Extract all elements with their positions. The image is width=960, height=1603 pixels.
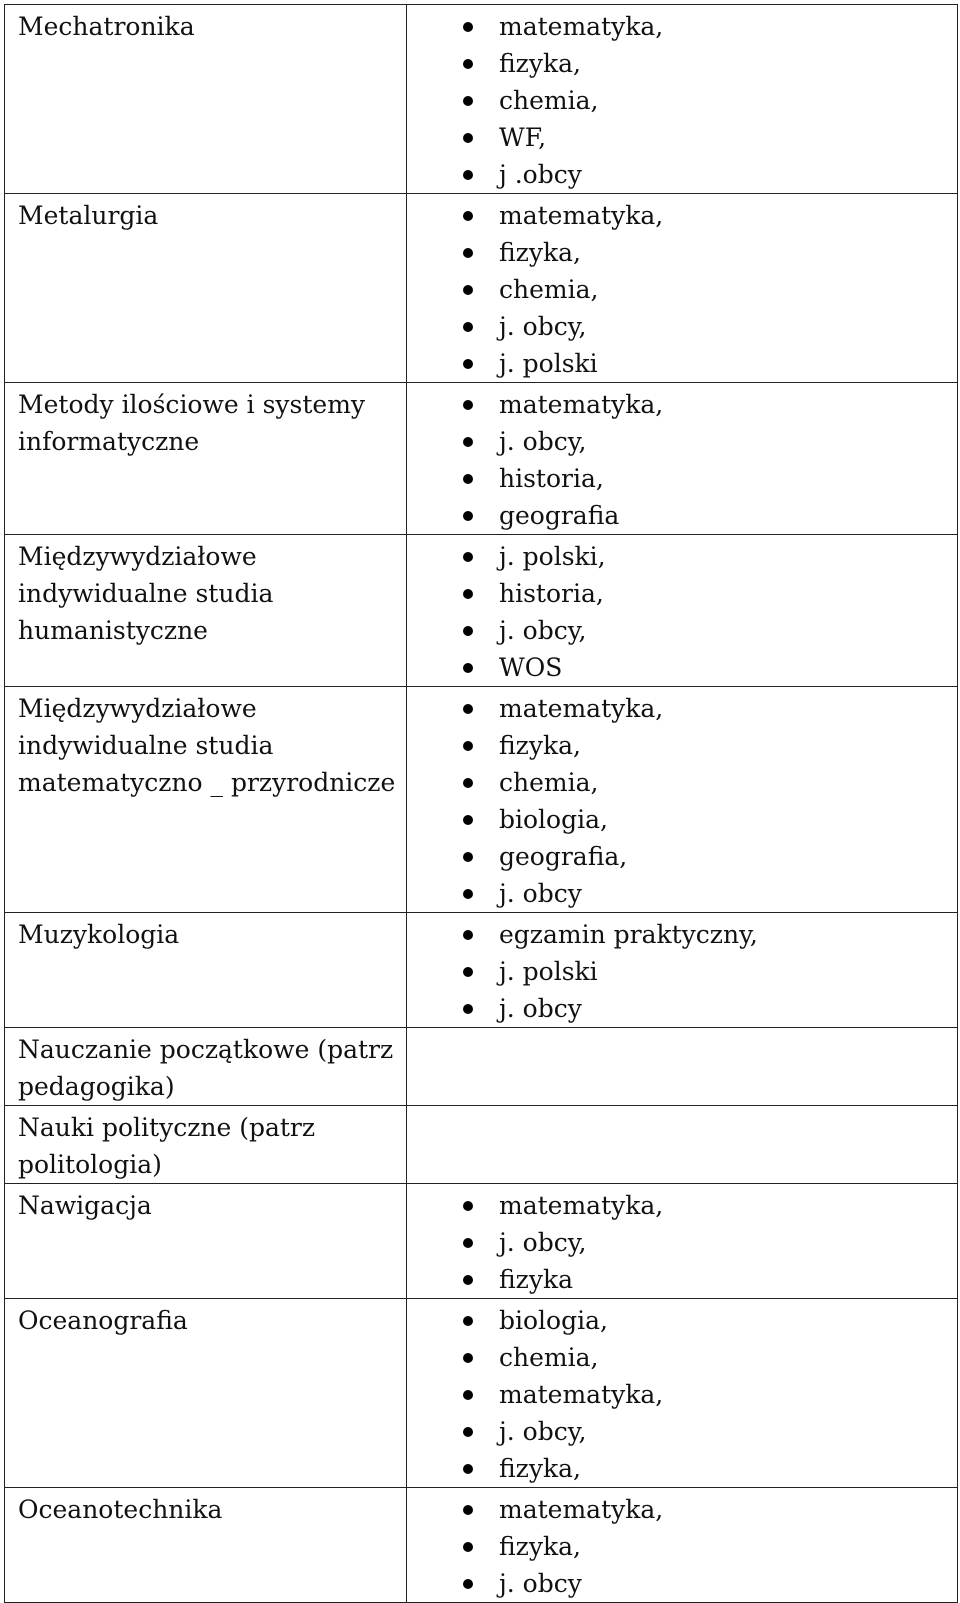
list-item bbox=[407, 1450, 957, 1487]
field-of-study-cell bbox=[5, 687, 407, 913]
bullet-icon bbox=[463, 22, 473, 32]
bullet-icon bbox=[463, 889, 473, 899]
subject-label: fizyka, bbox=[499, 731, 581, 760]
bullet-icon bbox=[463, 741, 473, 751]
field-of-study-name: Nawigacja bbox=[18, 1191, 152, 1220]
bullet-icon bbox=[463, 626, 473, 636]
bullet-icon bbox=[463, 400, 473, 410]
field-of-study-name: Oceanografia bbox=[18, 1306, 188, 1335]
field-of-study-cell bbox=[5, 535, 407, 687]
bullet-icon bbox=[463, 133, 473, 143]
list-item bbox=[407, 838, 957, 875]
required-subjects-cell bbox=[407, 1106, 958, 1184]
list-item bbox=[407, 1224, 957, 1261]
list-item bbox=[407, 119, 957, 156]
bullet-icon bbox=[463, 511, 473, 521]
list-item bbox=[407, 386, 957, 423]
field-of-study-cell bbox=[5, 5, 407, 194]
bullet-icon bbox=[463, 248, 473, 258]
required-subjects-cell bbox=[407, 5, 958, 194]
list-item bbox=[407, 1376, 957, 1413]
list-item bbox=[407, 538, 957, 575]
table-row bbox=[5, 1299, 958, 1488]
subject-label: matematyka, bbox=[499, 1495, 664, 1524]
required-subjects-cell bbox=[407, 194, 958, 383]
list-item bbox=[407, 8, 957, 45]
field-of-study-cell bbox=[5, 1106, 407, 1184]
field-of-study-cell bbox=[5, 194, 407, 383]
subject-list bbox=[407, 386, 957, 534]
subject-label: j. polski bbox=[499, 349, 598, 378]
bullet-icon bbox=[463, 589, 473, 599]
bullet-icon bbox=[463, 552, 473, 562]
subject-label: matematyka, bbox=[499, 694, 664, 723]
bullet-icon bbox=[463, 815, 473, 825]
list-item bbox=[407, 1413, 957, 1450]
bullet-icon bbox=[463, 704, 473, 714]
list-item bbox=[407, 82, 957, 119]
subject-label: fizyka, bbox=[499, 49, 581, 78]
bullet-icon bbox=[463, 1238, 473, 1248]
subject-label: chemia, bbox=[499, 1343, 599, 1372]
subject-list bbox=[407, 690, 957, 912]
subject-list bbox=[407, 916, 957, 1027]
subject-label: matematyka, bbox=[499, 390, 664, 419]
subject-label: WOS bbox=[499, 653, 563, 682]
subject-label: historia, bbox=[499, 579, 604, 608]
field-of-study-name: Międzywydziałowe indywidualne studia matematyczno _ przyrodnicze bbox=[18, 694, 396, 797]
subject-list bbox=[407, 1302, 957, 1487]
subject-label: biologia, bbox=[499, 1306, 608, 1335]
list-item bbox=[407, 727, 957, 764]
table-row bbox=[5, 535, 958, 687]
bullet-icon bbox=[463, 59, 473, 69]
subject-label: chemia, bbox=[499, 86, 599, 115]
subject-label: j. obcy, bbox=[499, 1228, 587, 1257]
table-row bbox=[5, 1028, 958, 1106]
subject-label: j. obcy, bbox=[499, 616, 587, 645]
table-row bbox=[5, 194, 958, 383]
list-item bbox=[407, 612, 957, 649]
list-item bbox=[407, 649, 957, 686]
list-item bbox=[407, 1261, 957, 1298]
table-row bbox=[5, 383, 958, 535]
field-of-study-cell bbox=[5, 913, 407, 1028]
field-of-study-name: Międzywydziałowe indywidualne studia humanistyczne bbox=[18, 542, 274, 645]
subject-label: j. obcy, bbox=[499, 427, 587, 456]
field-of-study-name: Mechatronika bbox=[18, 12, 195, 41]
subject-list bbox=[407, 197, 957, 382]
bullet-icon bbox=[463, 1316, 473, 1326]
list-item bbox=[407, 690, 957, 727]
list-item bbox=[407, 953, 957, 990]
field-of-study-name: Metalurgia bbox=[18, 201, 159, 230]
list-item bbox=[407, 801, 957, 838]
field-of-study-name: Nauki polityczne (patrz politologia) bbox=[18, 1113, 316, 1179]
subject-label: geografia bbox=[499, 501, 620, 530]
required-subjects-cell bbox=[407, 383, 958, 535]
subject-label: fizyka bbox=[499, 1265, 574, 1294]
list-item bbox=[407, 1528, 957, 1565]
bullet-icon bbox=[463, 1427, 473, 1437]
subject-label: fizyka, bbox=[499, 1532, 581, 1561]
subject-label: j. obcy bbox=[499, 994, 582, 1023]
required-subjects-cell bbox=[407, 1299, 958, 1488]
list-item bbox=[407, 345, 957, 382]
bullet-icon bbox=[463, 1353, 473, 1363]
list-item bbox=[407, 460, 957, 497]
table-row bbox=[5, 1488, 958, 1603]
list-item bbox=[407, 308, 957, 345]
subject-label: biologia, bbox=[499, 805, 608, 834]
list-item bbox=[407, 916, 957, 953]
field-of-study-name: Oceanotechnika bbox=[18, 1495, 223, 1524]
subject-label: chemia, bbox=[499, 768, 599, 797]
list-item bbox=[407, 197, 957, 234]
field-of-study-cell bbox=[5, 1488, 407, 1603]
subject-label: j. obcy, bbox=[499, 1417, 587, 1446]
bullet-icon bbox=[463, 211, 473, 221]
required-subjects-cell bbox=[407, 535, 958, 687]
bullet-icon bbox=[463, 474, 473, 484]
list-item bbox=[407, 156, 957, 193]
field-of-study-cell bbox=[5, 1028, 407, 1106]
study-fields-table bbox=[4, 4, 958, 1603]
bullet-icon bbox=[463, 1275, 473, 1285]
bullet-icon bbox=[463, 1464, 473, 1474]
bullet-icon bbox=[463, 1505, 473, 1515]
subject-label: geografia, bbox=[499, 842, 628, 871]
table-row bbox=[5, 1184, 958, 1299]
subject-label: matematyka, bbox=[499, 1191, 664, 1220]
bullet-icon bbox=[463, 852, 473, 862]
table-row bbox=[5, 1106, 958, 1184]
subject-label: j. obcy bbox=[499, 879, 582, 908]
bullet-icon bbox=[463, 1004, 473, 1014]
required-subjects-cell bbox=[407, 1028, 958, 1106]
bullet-icon bbox=[463, 96, 473, 106]
field-of-study-name: Metody ilościowe i systemy informatyczne bbox=[18, 390, 366, 456]
required-subjects-cell bbox=[407, 687, 958, 913]
table-row bbox=[5, 913, 958, 1028]
list-item bbox=[407, 575, 957, 612]
list-item bbox=[407, 271, 957, 308]
bullet-icon bbox=[463, 967, 473, 977]
subject-label: WF, bbox=[499, 123, 547, 152]
list-item bbox=[407, 990, 957, 1027]
subject-label: egzamin praktyczny, bbox=[499, 920, 758, 949]
subject-label: j. polski bbox=[499, 957, 598, 986]
table-row bbox=[5, 5, 958, 194]
subject-label: fizyka, bbox=[499, 1454, 581, 1483]
list-item bbox=[407, 1565, 957, 1602]
subject-label: j .obcy bbox=[499, 160, 582, 189]
list-item bbox=[407, 1187, 957, 1224]
bullet-icon bbox=[463, 1201, 473, 1211]
required-subjects-cell bbox=[407, 913, 958, 1028]
field-of-study-cell bbox=[5, 1184, 407, 1299]
field-of-study-name: Nauczanie początkowe (patrz pedagogika) bbox=[18, 1035, 394, 1101]
bullet-icon bbox=[463, 1542, 473, 1552]
bullet-icon bbox=[463, 359, 473, 369]
subject-label: j. obcy, bbox=[499, 312, 587, 341]
subject-label: fizyka, bbox=[499, 238, 581, 267]
bullet-icon bbox=[463, 1579, 473, 1589]
bullet-icon bbox=[463, 322, 473, 332]
table-row bbox=[5, 687, 958, 913]
table-body bbox=[5, 5, 958, 1603]
bullet-icon bbox=[463, 285, 473, 295]
list-item bbox=[407, 497, 957, 534]
list-item bbox=[407, 1339, 957, 1376]
list-item bbox=[407, 423, 957, 460]
list-item bbox=[407, 875, 957, 912]
subject-list bbox=[407, 1187, 957, 1298]
field-of-study-cell bbox=[5, 1299, 407, 1488]
bullet-icon bbox=[463, 930, 473, 940]
required-subjects-cell bbox=[407, 1488, 958, 1603]
subject-label: j. obcy bbox=[499, 1569, 582, 1598]
list-item bbox=[407, 1302, 957, 1339]
bullet-icon bbox=[463, 778, 473, 788]
bullet-icon bbox=[463, 1390, 473, 1400]
subject-label: matematyka, bbox=[499, 1380, 664, 1409]
list-item bbox=[407, 764, 957, 801]
list-item bbox=[407, 234, 957, 271]
subject-label: chemia, bbox=[499, 275, 599, 304]
subject-list bbox=[407, 1491, 957, 1602]
required-subjects-cell bbox=[407, 1184, 958, 1299]
bullet-icon bbox=[463, 663, 473, 673]
subject-label: j. polski, bbox=[499, 542, 606, 571]
subject-label: matematyka, bbox=[499, 201, 664, 230]
subject-list bbox=[407, 8, 957, 193]
bullet-icon bbox=[463, 437, 473, 447]
list-item bbox=[407, 45, 957, 82]
subject-label: historia, bbox=[499, 464, 604, 493]
field-of-study-cell bbox=[5, 383, 407, 535]
bullet-icon bbox=[463, 170, 473, 180]
list-item bbox=[407, 1491, 957, 1528]
subject-label: matematyka, bbox=[499, 12, 664, 41]
subject-list bbox=[407, 538, 957, 686]
field-of-study-name: Muzykologia bbox=[18, 920, 180, 949]
